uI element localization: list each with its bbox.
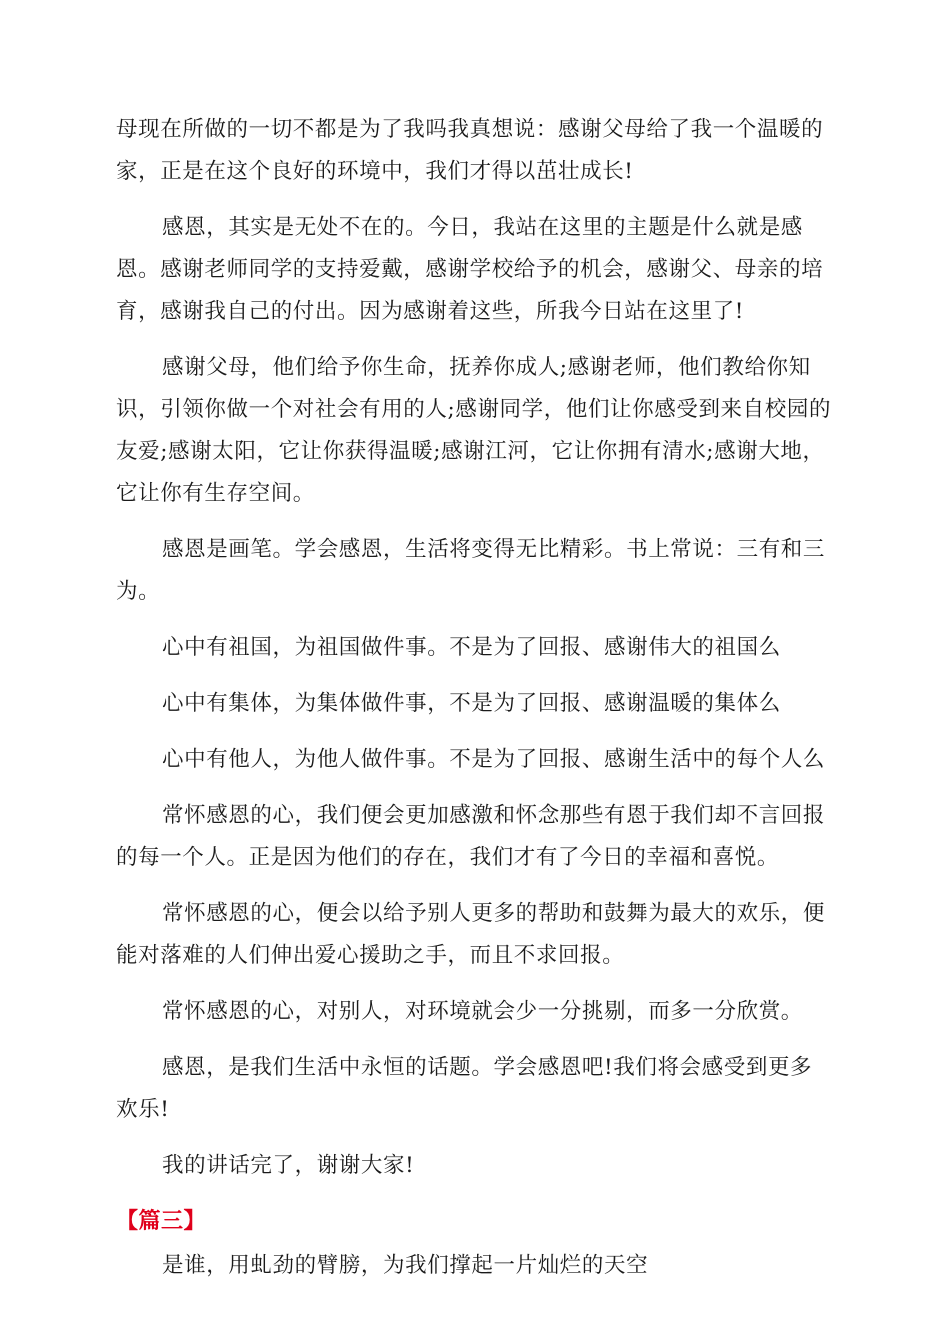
paragraph: 是谁，用虬劲的臂膀，为我们撑起一片灿烂的天空 (162, 1253, 649, 1278)
paragraph: 感恩是画笔。学会感恩，生活将变得无比精彩。书上常说：三有和三为。 (116, 537, 826, 604)
paragraph: 常怀感恩的心，对别人，对环境就会少一分挑剔，而多一分欣赏。 (162, 999, 803, 1024)
document-page (116, 109, 834, 1301)
paragraph: 常怀感恩的心，我们便会更加感激和怀念那些有恩于我们却不言回报的每一个人。正是因为他们的存在，我们才有了今日的幸福和喜悦。 (116, 803, 826, 870)
paragraph: 我的讲话完了，谢谢大家! (162, 1153, 415, 1178)
paragraph: 感恩，是我们生活中永恒的话题。学会感恩吧!我们将会感受到更多欢乐! (116, 1055, 813, 1122)
paragraph: 心中有他人，为他人做件事。不是为了回报、感谢生活中的每个人么 (162, 747, 826, 772)
paragraph-continuation: 母现在所做的一切不都是为了我吗我真想说：感谢父母给了我一个温暖的家，正是在这个良好的环境中，我们才得以茁壮成长! (116, 117, 824, 184)
paragraph: 心中有集体，为集体做件事，不是为了回报、感谢温暖的集体么 (162, 691, 781, 716)
section-heading: 【篇三】 (116, 1208, 207, 1234)
paragraph: 感恩，其实是无处不在的。今日，我站在这里的主题是什么就是感恩。感谢老师同学的支持爱戴，感谢学校给予的机会，感谢父、母亲的培育，感谢我自己的付出。因为感谢着这些，所我今日站在这里了! (116, 215, 824, 324)
paragraph: 感谢父母，他们给予你生命，抚养你成人;感谢老师，他们教给你知识，引领你做一个对社会有用的人;感谢同学，他们让你感受到来自校园的友爱;感谢太阳，它让你获得温暖;感谢江河，它让你拥有清水;感谢大地，它让你有生存空间。 (116, 355, 832, 506)
paragraph: 心中有祖国，为祖国做件事。不是为了回报、感谢伟大的祖国么 (162, 635, 781, 660)
paragraph: 常怀感恩的心，便会以给予别人更多的帮助和鼓舞为最大的欢乐，便能对落难的人们伸出爱心援助之手，而且不求回报。 (116, 901, 826, 968)
